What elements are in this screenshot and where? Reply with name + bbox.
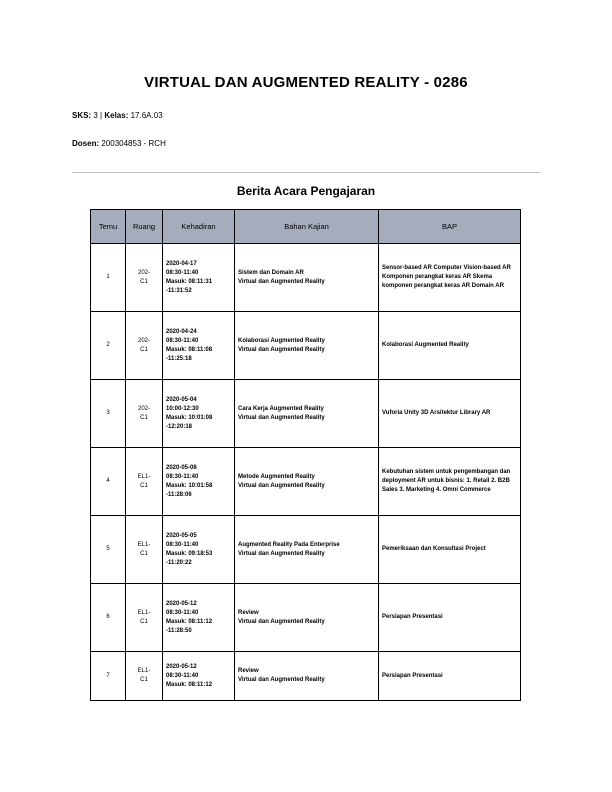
ruang-line: 202-: [137, 337, 150, 344]
kehadiran-checkout: -11:31:52: [166, 287, 192, 294]
bahan-kajian-cell: [235, 584, 379, 652]
bap-cell: [379, 652, 521, 701]
bahan-kajian-cell: [235, 244, 379, 312]
temu-cell: 5: [91, 516, 126, 584]
bahan-kajian-cell: [235, 448, 379, 516]
kehadiran-checkout: -11:28:50: [166, 627, 192, 634]
kehadiran-checkin: Masuk: 08:11:12: [166, 681, 213, 688]
bap-text: Kolaborasi Augmented Reality: [382, 342, 469, 348]
bap-cell: [379, 380, 521, 448]
temu-cell: 6: [91, 584, 126, 652]
bahan-topic: Cara Kerja Augmented Reality: [238, 405, 324, 412]
dosen-line: [72, 139, 166, 148]
sks-kelas-line: [72, 111, 163, 120]
bahan-kajian-cell: [235, 652, 379, 701]
temu-cell: 1: [91, 244, 126, 312]
dosen-value: 200304853 - RCH: [101, 139, 166, 148]
table-row: [91, 448, 521, 516]
temu-cell: 4: [91, 448, 126, 516]
table-row: [91, 380, 521, 448]
ruang-line: 202-: [137, 405, 150, 412]
ruang-line: C1: [140, 618, 148, 625]
bap-cell: [379, 312, 521, 380]
bap-table: [90, 209, 521, 701]
ruang-cell: [126, 244, 163, 312]
sks-label: SKS:: [72, 111, 92, 120]
ruang-line: EL1-: [137, 609, 151, 616]
bap-text: Kebutuhan sistem untuk pengembangan dan deployment AR untuk bisnis: 1. Retail 2. B2B Sales 3. Marketing 4. Omni Commerce: [382, 469, 511, 493]
kehadiran-schedule: 10:00-12:30: [166, 405, 199, 412]
kehadiran-checkin: Masuk: 09:18:53: [166, 550, 213, 557]
table-header-row: [91, 210, 521, 244]
kehadiran-cell: [163, 448, 235, 516]
ruang-line: 202-: [137, 269, 150, 276]
separator: |: [100, 111, 103, 120]
bahan-topic: Sistem dan Domain AR: [238, 269, 304, 276]
kehadiran-date: 2020-04-17: [166, 260, 197, 267]
header-bahan-kajian: Bahan Kajian: [235, 210, 379, 244]
bap-text: Pemeriksaan dan Konsultasi Project: [382, 546, 486, 552]
kehadiran-cell: [163, 652, 235, 701]
ruang-line: EL1-: [137, 668, 151, 674]
kehadiran-schedule: 08:30-11:40: [166, 609, 199, 616]
ruang-cell: [126, 380, 163, 448]
kehadiran-checkin: Masuk: 08:11:12: [166, 618, 213, 625]
sks-value: 3: [93, 111, 98, 120]
ruang-line: C1: [140, 482, 148, 489]
kehadiran-cell: [163, 380, 235, 448]
kehadiran-checkout: -11:28:06: [166, 491, 192, 498]
bap-text: Persiapan Presentasi: [382, 672, 443, 679]
ruang-cell: [126, 448, 163, 516]
temu-cell: 3: [91, 380, 126, 448]
bahan-kajian-cell: [235, 380, 379, 448]
kehadiran-schedule: 08:30-11:40: [166, 473, 199, 480]
bahan-course: Virtual dan Augmented Reality: [238, 550, 325, 557]
ruang-cell: [126, 312, 163, 380]
bahan-topic: Kolaborasi Augmented Reality: [238, 337, 325, 344]
kehadiran-cell: [163, 584, 235, 652]
bap-text: Persiapan Presentasi: [382, 614, 443, 620]
kelas-value: 17.6A.03: [130, 111, 163, 120]
kehadiran-schedule: 08:30-11:40: [166, 269, 199, 276]
kehadiran-checkin: Masuk: 08:11:08: [166, 346, 213, 353]
kehadiran-schedule: 08:30-11:40: [166, 337, 199, 344]
kehadiran-schedule: 08:30-11:40: [166, 541, 199, 548]
ruang-line: C1: [140, 278, 148, 285]
kehadiran-cell: [163, 312, 235, 380]
bahan-kajian-cell: [235, 312, 379, 380]
header-ruang: Ruang: [126, 210, 163, 244]
kehadiran-cell: [163, 244, 235, 312]
ruang-line: C1: [140, 414, 148, 421]
bahan-course: Virtual dan Augmented Reality: [238, 346, 325, 353]
table-row: [91, 652, 521, 701]
kehadiran-date: 2020-04-24: [166, 328, 197, 335]
table-row: [91, 312, 521, 380]
bahan-topic: Review: [238, 668, 259, 674]
kehadiran-checkin: Masuk: 10:01:08: [166, 414, 213, 421]
bap-text: Vuforia Unity 3D Arsitektur Library AR: [382, 410, 491, 416]
temu-cell: 7: [91, 652, 126, 701]
kehadiran-checkout: -11:20:22: [166, 559, 192, 566]
bap-cell: [379, 448, 521, 516]
bahan-course: Virtual dan Augmented Reality: [238, 414, 325, 421]
ruang-line: C1: [140, 346, 148, 353]
kehadiran-checkin: Masuk: 08:11:31: [166, 278, 213, 285]
section-title: Berita Acara Pengajaran: [236, 184, 376, 198]
kehadiran-checkin: Masuk: 10:01:58: [166, 482, 213, 489]
kehadiran-date: 2020-05-04: [166, 396, 197, 403]
kelas-label: Kelas:: [104, 111, 129, 120]
bap-cell: [379, 244, 521, 312]
table-row: [91, 516, 521, 584]
ruang-cell: [126, 652, 163, 701]
ruang-line: C1: [140, 677, 148, 683]
bahan-course: Virtual dan Augmented Reality: [238, 482, 325, 489]
bahan-topic: Review: [238, 609, 259, 616]
divider: [72, 172, 540, 173]
bahan-topic: Augmented Reality Pada Enterprise: [238, 541, 340, 548]
header-bap: BAP: [379, 210, 521, 244]
kehadiran-schedule: 08:30-11:40: [166, 672, 199, 679]
header-temu: Temu: [91, 210, 126, 244]
kehadiran-cell: [163, 516, 235, 584]
ruang-line: EL1-: [137, 473, 151, 480]
dosen-label: Dosen:: [72, 139, 100, 148]
kehadiran-checkout: -12:20:18: [166, 423, 193, 430]
bahan-course: Virtual dan Augmented Reality: [238, 618, 325, 625]
bap-text: Sensor-based AR Computer Vision-based AR Komponen perangkat keras AR Skema komponen perangkat keras AR Domain AR: [382, 265, 511, 289]
table-row: [91, 584, 521, 652]
bahan-course: Virtual dan Augmented Reality: [238, 677, 325, 683]
kehadiran-date: 2020-05-12: [166, 600, 197, 607]
ruang-line: EL1-: [137, 541, 151, 548]
kehadiran-date: 2020-05-05: [166, 532, 197, 539]
ruang-line: C1: [140, 550, 148, 557]
ruang-cell: [126, 516, 163, 584]
bahan-topic: Metode Augmented Reality: [238, 473, 315, 480]
kehadiran-checkout: -11:25:18: [166, 355, 192, 362]
header-kehadiran: Kehadiran: [163, 210, 235, 244]
kehadiran-date: 2020-05-12: [166, 663, 197, 670]
page-title: VIRTUAL DAN AUGMENTED REALITY - 0286: [144, 74, 468, 91]
bahan-course: Virtual dan Augmented Reality: [238, 278, 325, 285]
temu-cell: 2: [91, 312, 126, 380]
bap-cell: [379, 584, 521, 652]
kehadiran-date: 2020-05-08: [166, 464, 197, 471]
ruang-cell: [126, 584, 163, 652]
bap-cell: [379, 516, 521, 584]
table-row: [91, 244, 521, 312]
bahan-kajian-cell: [235, 516, 379, 584]
